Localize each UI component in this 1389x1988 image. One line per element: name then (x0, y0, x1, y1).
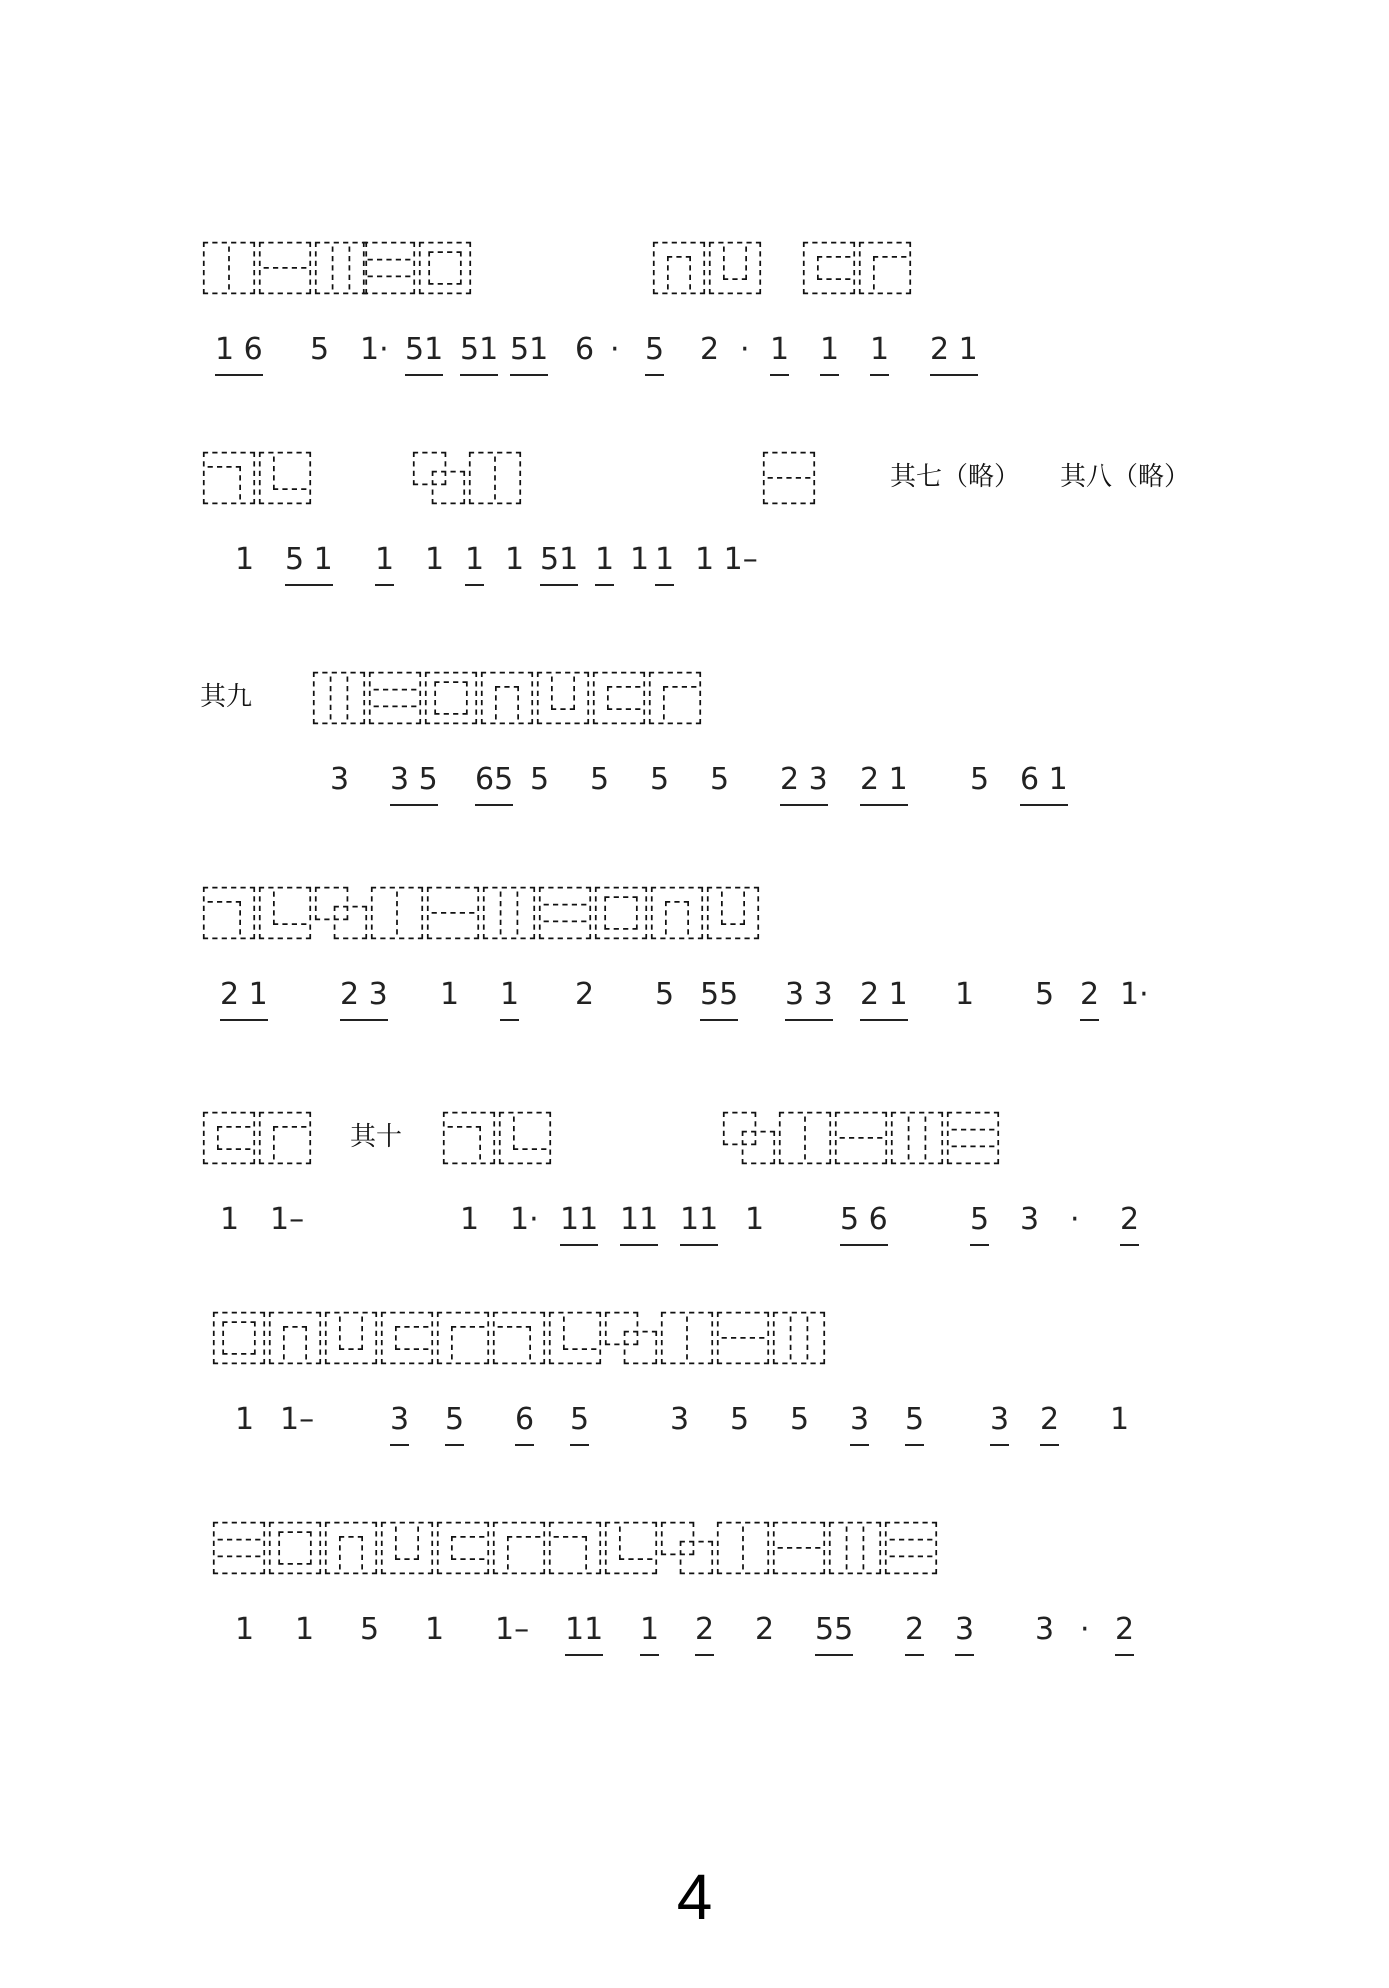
note: 1 (465, 540, 484, 580)
number-row (200, 760, 1200, 810)
note: 1 (235, 542, 255, 577)
tablature-glyph: ⿹⿺ (200, 446, 313, 514)
tablature-glyph: ⿻⿰⿱⿲⿳ (720, 1106, 1001, 1174)
note: 6 (515, 1400, 534, 1440)
note: 5 (650, 762, 670, 797)
note: 1 (460, 1202, 480, 1237)
note: 3 (850, 1400, 869, 1440)
note: 51 (460, 330, 498, 370)
note: 5 (1035, 977, 1055, 1012)
tablature-row (200, 660, 1200, 760)
note: 5 (730, 1402, 750, 1437)
note: 1 (425, 542, 445, 577)
note: 3 (390, 1400, 409, 1440)
note: 2 3 (340, 975, 388, 1015)
note: 55 (815, 1610, 853, 1650)
note: 1 6 (215, 330, 263, 370)
score-system-6 (200, 1300, 1200, 1450)
note: 1 (425, 1612, 445, 1647)
note: 6 (575, 332, 595, 367)
note: 2 1 (860, 760, 908, 800)
note: 1 (870, 330, 889, 370)
note: 2 (695, 1610, 714, 1650)
note: 1· (1120, 977, 1149, 1012)
note: 3 (990, 1400, 1009, 1440)
score-system-1 (200, 230, 1200, 380)
note: 1– (495, 1612, 530, 1647)
note: · (740, 332, 750, 367)
section-label: 其八（略） (1060, 462, 1191, 492)
number-row (200, 1400, 1200, 1450)
note: 3 (1020, 1202, 1040, 1237)
note: 6 1 (1020, 760, 1068, 800)
score-system-7 (200, 1510, 1200, 1660)
tablature-glyph: ⿹⿺⿻⿰⿱⿲⿳⿴⿵⿶ (200, 881, 761, 949)
note: 5 6 (840, 1200, 888, 1240)
note: 11 (620, 1200, 658, 1240)
note: 1 (1110, 1402, 1130, 1437)
score-system-2 (200, 440, 1200, 590)
note: 1– (280, 1402, 315, 1437)
tablature-glyph: ⿰⿱⿲ (200, 236, 369, 304)
note: 3 (670, 1402, 690, 1437)
tablature-glyph: ⿲⿳⿴⿵⿶⿷⿸ (310, 666, 703, 734)
note: 11 (560, 1200, 598, 1240)
score-system-3 (200, 660, 1200, 810)
note: · (1070, 1202, 1080, 1237)
note: 2 (700, 332, 720, 367)
note: 1· (360, 332, 389, 367)
note: 1 (375, 540, 394, 580)
note: 2 (1080, 975, 1099, 1015)
note: 2 1 (860, 975, 908, 1015)
note: 1 (235, 1402, 255, 1437)
note: 1 (235, 1612, 255, 1647)
note: 5 (445, 1400, 464, 1440)
note: 1 (640, 1610, 659, 1650)
note: 2 1 (930, 330, 978, 370)
note: 11 (565, 1610, 603, 1650)
number-row (200, 330, 1200, 380)
note: 1 (955, 977, 975, 1012)
note: 5 (530, 762, 550, 797)
note: 1 (595, 540, 614, 580)
note: 51 (540, 540, 578, 580)
tablature-row (200, 1510, 1200, 1610)
number-row (200, 540, 1200, 590)
note: 2 (575, 977, 595, 1012)
note: 5 (970, 762, 990, 797)
note: 1 (440, 977, 460, 1012)
note: 5 1 (285, 540, 333, 580)
tablature-glyph: ⿱ (760, 446, 817, 514)
tablature-glyph: ⿵⿶ (650, 236, 763, 304)
tablature-glyph: ⿹⿺ (440, 1106, 553, 1174)
note: 2 (1120, 1200, 1139, 1240)
page-number: 4 (676, 1861, 713, 1933)
note: 1 (500, 975, 519, 1015)
note: 1 (745, 1202, 765, 1237)
number-row (200, 1610, 1200, 1660)
tablature-row (200, 875, 1200, 975)
note: 2 (905, 1610, 924, 1650)
tablature-glyph: ⿳⿴ (360, 236, 473, 304)
tablature-row (200, 440, 1200, 540)
note: 1 1– (695, 542, 758, 577)
note: 2 1 (220, 975, 268, 1015)
note: 5 (590, 762, 610, 797)
note: 3 (330, 762, 350, 797)
note: 11 (680, 1200, 718, 1240)
note: 5 (310, 332, 330, 367)
score-system-4 (200, 875, 1200, 1025)
note: 3 (1035, 1612, 1055, 1647)
tablature-glyph: ⿳⿴⿵⿶⿷⿸⿹⿺⿻⿰⿱⿲⿳ (210, 1516, 939, 1584)
note: 1 (770, 330, 789, 370)
note: 5 (905, 1400, 924, 1440)
note: 51 (405, 330, 443, 370)
note: 1 (630, 542, 650, 577)
number-row (200, 975, 1200, 1025)
note: 5 (710, 762, 730, 797)
note: · (610, 332, 620, 367)
note: 65 (475, 760, 513, 800)
note: 5 (645, 330, 664, 370)
note: 1· (510, 1202, 539, 1237)
tablature-row (200, 1100, 1200, 1200)
note: · (1080, 1612, 1090, 1647)
note: 55 (700, 975, 738, 1015)
note: 2 3 (780, 760, 828, 800)
note: 2 (755, 1612, 775, 1647)
note: 3 5 (390, 760, 438, 800)
note: 1 (295, 1612, 315, 1647)
note: 2 (1115, 1610, 1134, 1650)
note: 3 (955, 1610, 974, 1650)
note: 3 3 (785, 975, 833, 1015)
section-label: 其九 (200, 682, 253, 712)
tablature-glyph: ⿻⿰ (410, 446, 523, 514)
tablature-glyph: ⿴⿵⿶⿷⿸⿹⿺⿻⿰⿱⿲ (210, 1306, 827, 1374)
score-system-5 (200, 1100, 1200, 1250)
note: 1 (655, 540, 674, 580)
section-label: 其七（略） (890, 462, 1021, 492)
note: 2 (1040, 1400, 1059, 1440)
number-row (200, 1200, 1200, 1250)
note: 1 (505, 542, 525, 577)
note: 5 (655, 977, 675, 1012)
note: 5 (790, 1402, 810, 1437)
note: 51 (510, 330, 548, 370)
note: 5 (970, 1200, 989, 1240)
note: 5 (360, 1612, 380, 1647)
tablature-glyph: ⿷⿸ (200, 1106, 313, 1174)
note: 1 (220, 1202, 240, 1237)
tablature-row (200, 230, 1200, 330)
tablature-row (200, 1300, 1200, 1400)
note: 5 (570, 1400, 589, 1440)
note: 1– (270, 1202, 305, 1237)
note: 1 (820, 330, 839, 370)
section-label: 其十 (350, 1122, 403, 1152)
tablature-glyph: ⿷⿸ (800, 236, 913, 304)
